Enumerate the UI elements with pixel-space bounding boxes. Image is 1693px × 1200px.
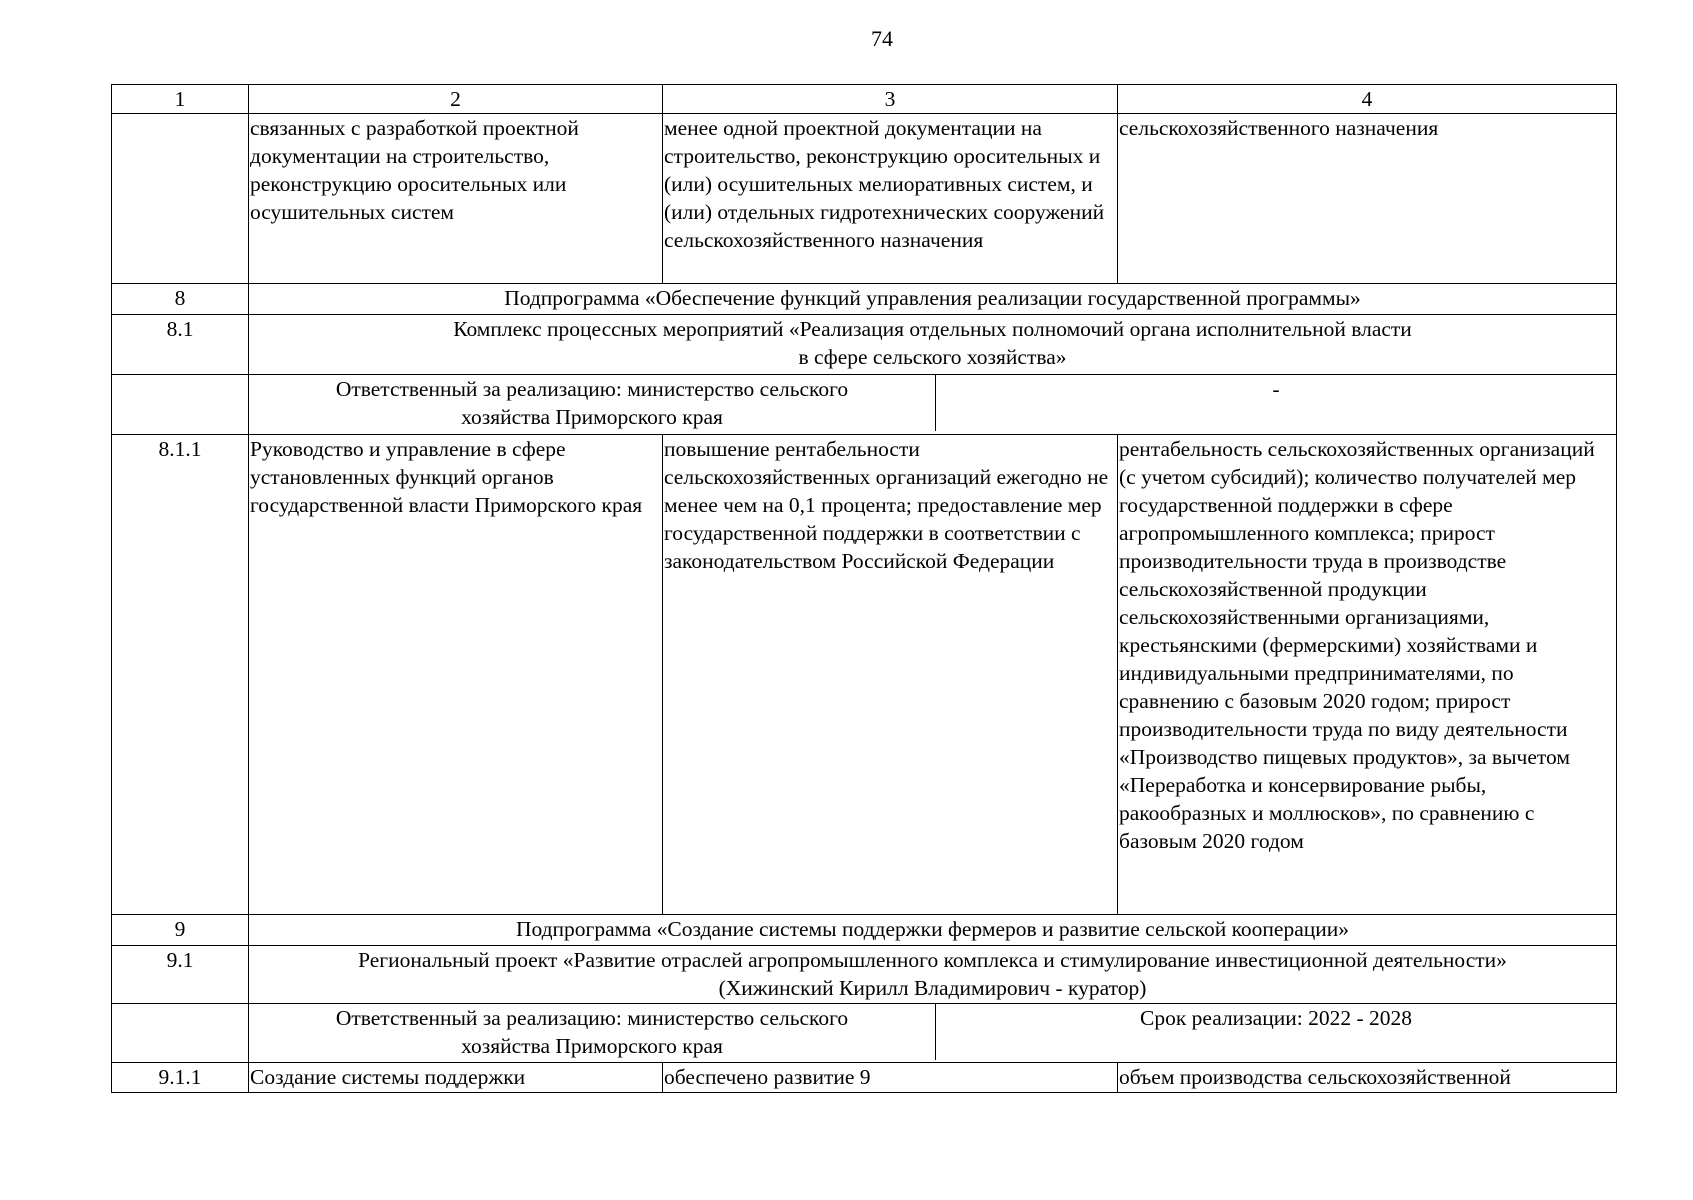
table-header-row <box>112 85 1617 114</box>
subprogram-title: Подпрограмма «Создание системы поддержки фермеров и развитие сельской кооперации» <box>249 915 1617 946</box>
project-title-line-1: Региональный проект «Развитие отраслей агропромышленного комплекса и стимулирование инвестиционной деятельности» <box>358 948 1507 972</box>
row-number-cell <box>112 114 249 284</box>
subprogram-row <box>112 915 1617 946</box>
table-row <box>112 1063 1617 1093</box>
indicator-cell: объем производства сельскохозяйственной <box>1118 1063 1617 1093</box>
responsible-row <box>112 375 1617 435</box>
responsible-line-1: Ответственный за реализацию: министерство сельского <box>335 1006 849 1030</box>
responsible-cell <box>249 1004 1617 1063</box>
responsible-row <box>112 1004 1617 1063</box>
responsible-line-2: хозяйства Приморского края <box>461 1034 723 1058</box>
indicator-cell: сельскохозяйственного назначения <box>1118 114 1617 284</box>
result-cell: менее одной проектной документации на строительство, реконструкцию оросительных и (или) осушительных мелиоративных систем, и (или) отдельных гидротехнических сооружений сельскохозяйственного назначения <box>663 114 1118 284</box>
header-col-3: 3 <box>663 85 1118 114</box>
table-row <box>112 114 1617 284</box>
subprogram-row <box>112 284 1617 315</box>
responsible-line-2: хозяйства Приморского края <box>461 405 723 429</box>
row-number-cell: 9.1 <box>112 946 249 1004</box>
subprogram-title: Подпрограмма «Обеспечение функций управления реализации государственной программы» <box>249 284 1617 315</box>
row-number-cell: 8 <box>112 284 249 315</box>
responsible-left <box>249 1004 936 1060</box>
result-cell: повышение рентабельности сельскохозяйственных организаций ежегодно не менее чем на 0,1 процента; предоставление мер государственной поддержки в соответствии с законодательством Российской Федерации <box>663 435 1118 915</box>
row-number-cell: 8.1 <box>112 315 249 375</box>
project-title <box>249 946 1617 1004</box>
row-number-cell <box>112 375 249 435</box>
header-col-1: 1 <box>112 85 249 114</box>
indicator-cell: рентабельность сельскохозяйственных организаций (с учетом субсидий); количество получателей мер государственной поддержки в сфере агропромышленного комплекса; прирост производительности труда в производстве сельскохозяйственной продукции сельскохозяйственными организациями, крестьянскими (фермерскими) хозяйствами и индивидуальными предпринимателями, по сравнению с базовым 2020 годом; прирост производительности труда по виду деятельности «Производство пищевых продуктов», за вычетом «Переработка и консервирование рыбы, ракообразных и моллюсков», по сравнению с базовым 2020 годом <box>1118 435 1617 915</box>
header-col-4: 4 <box>1118 85 1617 114</box>
responsible-cell <box>249 375 1617 435</box>
measure-name-cell: Руководство и управление в сфере установленных функций органов государственной власти Приморского края <box>249 435 663 915</box>
term-cell: - <box>1272 377 1280 401</box>
complex-row <box>112 315 1617 375</box>
term-cell: Срок реализации: 2022 - 2028 <box>1140 1006 1412 1030</box>
measures-table <box>111 84 1617 1093</box>
row-number-cell: 8.1.1 <box>112 435 249 915</box>
table-row <box>112 435 1617 915</box>
project-title-line-2: (Хижинский Кирилл Владимирович - куратор) <box>718 976 1147 1000</box>
complex-title-line-1: Комплекс процессных мероприятий «Реализация отдельных полномочий органа исполнительной власти <box>453 317 1412 341</box>
result-cell: обеспечено развитие 9 <box>663 1063 1118 1093</box>
page-number: 74 <box>871 26 893 51</box>
project-row <box>112 946 1617 1004</box>
complex-title-line-2: в сфере сельского хозяйства» <box>798 345 1067 369</box>
measure-name-cell: связанных с разработкой проектной документации на строительство, реконструкцию оросительных или осушительных систем <box>249 114 663 284</box>
measure-name-cell: Создание системы поддержки <box>249 1063 663 1093</box>
header-col-2: 2 <box>249 85 663 114</box>
row-number-cell <box>112 1004 249 1063</box>
responsible-left <box>249 375 936 431</box>
row-number-cell: 9.1.1 <box>112 1063 249 1093</box>
complex-title <box>249 315 1617 375</box>
row-number-cell: 9 <box>112 915 249 946</box>
responsible-line-1: Ответственный за реализацию: министерство сельского <box>335 377 849 401</box>
